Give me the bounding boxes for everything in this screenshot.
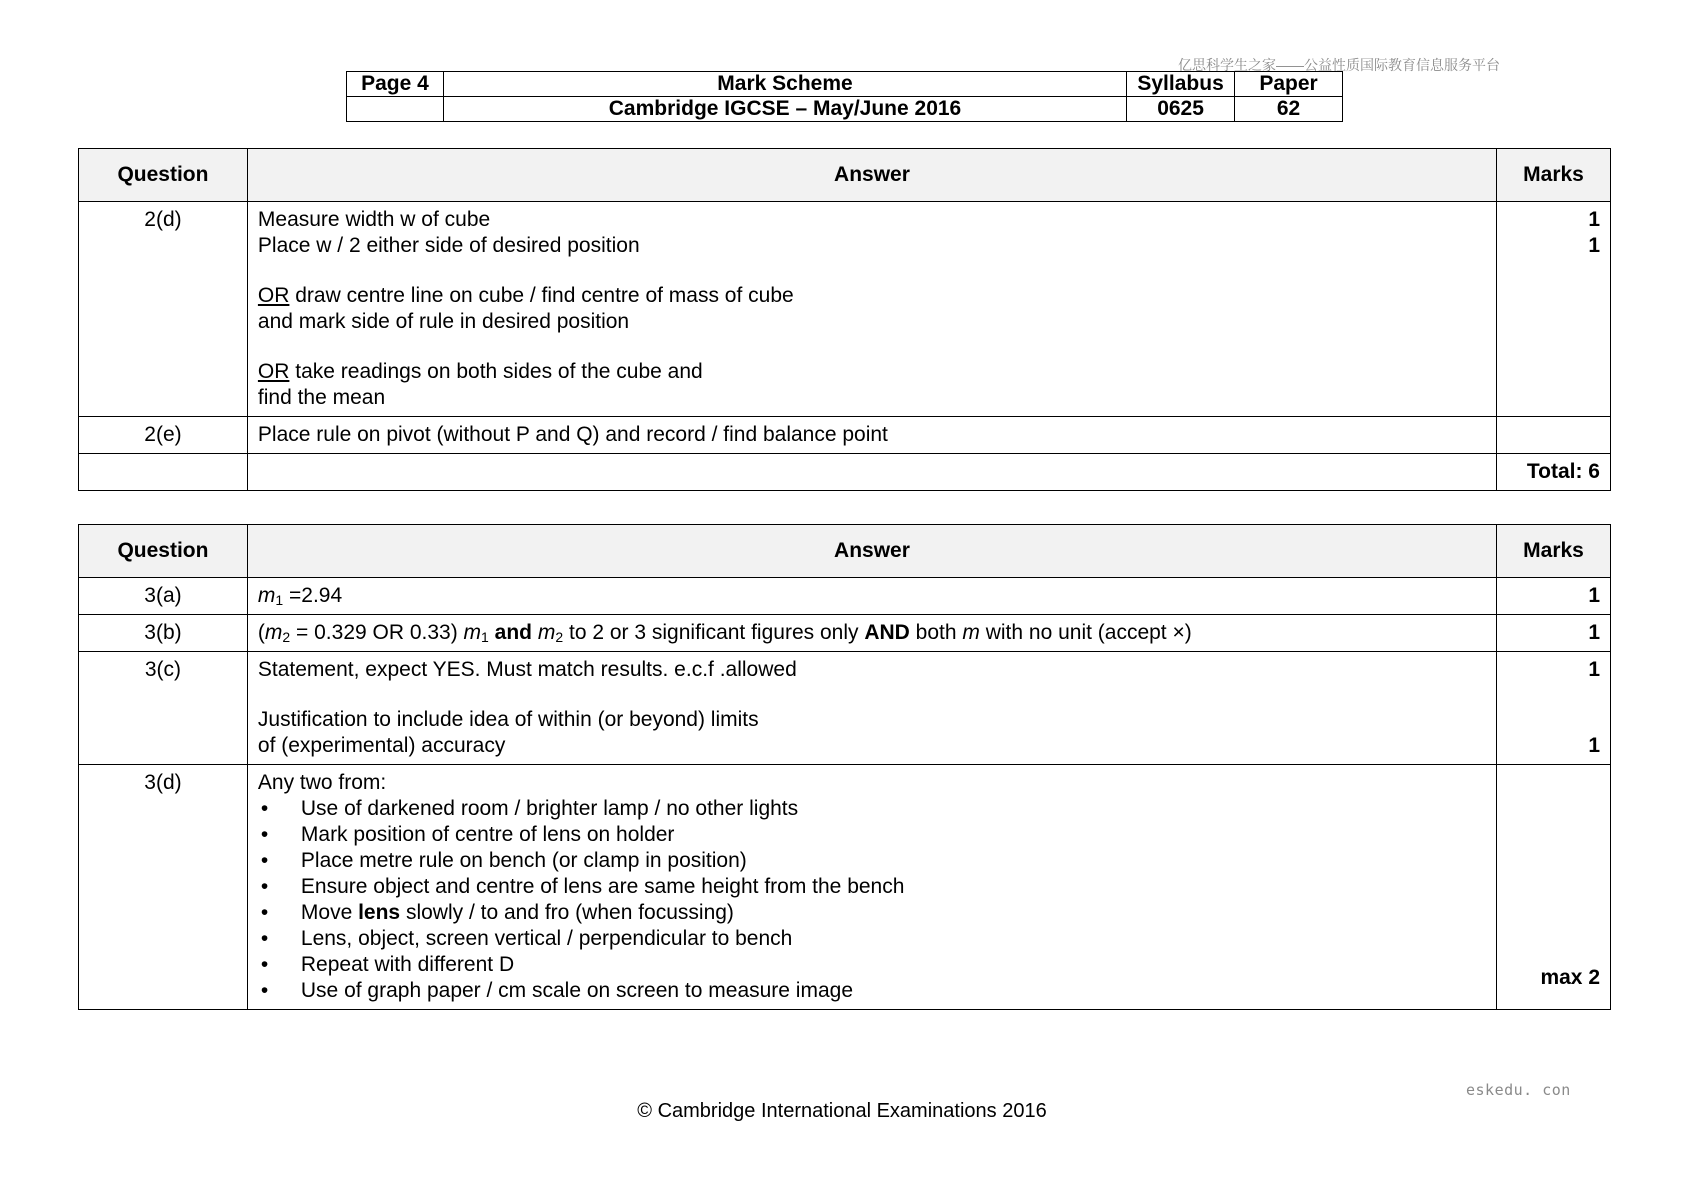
subscript: 1	[275, 592, 284, 608]
table-row	[79, 652, 1611, 765]
question-number: 3(b)	[79, 615, 248, 652]
marks-column-header: Marks	[1497, 149, 1611, 202]
question-number: 3(c)	[79, 652, 248, 765]
answer-cell	[247, 202, 1496, 417]
or-keyword: OR	[257, 360, 290, 383]
answer-line	[258, 359, 1486, 385]
answer-text: take readings on both sides of the cube and	[289, 360, 703, 383]
list-item	[258, 978, 1486, 1004]
document-subtitle: Cambridge IGCSE – May/June 2016	[443, 97, 1126, 122]
answer-column-header: Answer	[247, 149, 1496, 202]
answer-text: =2.94	[283, 584, 343, 607]
subscript: 1	[481, 629, 489, 645]
bullet-list	[258, 796, 1486, 1004]
page-number: Page 4	[347, 72, 444, 97]
question-number: 2(e)	[79, 417, 248, 454]
syllabus-label: Syllabus	[1127, 72, 1235, 97]
answer-text: both	[909, 621, 963, 644]
bullet-icon: •	[260, 849, 269, 872]
list-item-text: slowly / to and fro (when focussing)	[400, 901, 734, 924]
variable-m: m	[264, 621, 283, 644]
question-column-header: Question	[79, 149, 248, 202]
total-marks: Total: 6	[1497, 454, 1611, 491]
header-table	[346, 71, 1343, 122]
list-item-text: Move	[300, 901, 359, 924]
table-row	[79, 765, 1611, 1010]
answer-line: Place w / 2 either side of desired position	[257, 234, 640, 257]
answer-text: (	[257, 621, 265, 644]
bold-and: AND	[864, 621, 910, 644]
table-row	[79, 578, 1611, 615]
answer-text: with no unit (accept ×)	[979, 621, 1192, 644]
table-header-row	[79, 149, 1611, 202]
variable-m: m	[463, 621, 482, 644]
list-item	[258, 848, 1486, 874]
answer-cell: Place rule on pivot (without P and Q) and record / find balance point	[247, 417, 1496, 454]
header-empty-cell	[347, 97, 444, 122]
mark-scheme-table-1	[78, 148, 1611, 491]
or-keyword: OR	[257, 284, 290, 307]
marks-cell: 1	[1497, 578, 1611, 615]
watermark-top: 亿思科学生之家——公益性质国际教育信息服务平台	[1178, 57, 1500, 73]
bullet-icon: •	[260, 953, 269, 976]
bold-and: and	[488, 621, 538, 644]
list-item-text: Repeat with different D	[300, 953, 515, 976]
answer-line: of (experimental) accuracy	[257, 734, 506, 757]
variable-m: m	[962, 621, 980, 644]
table-row	[79, 615, 1611, 652]
answer-cell	[247, 652, 1496, 765]
answer-line: Justification to include idea of within (or beyond) limits	[257, 708, 759, 731]
question-column-header: Question	[79, 525, 248, 578]
bold-lens: lens	[358, 901, 401, 924]
copyright-footer: © Cambridge International Examinations 2016	[637, 1100, 1047, 1122]
watermark-bottom: eskedu. con	[1466, 1081, 1571, 1099]
answer-line: Measure width w of cube	[257, 208, 491, 231]
list-item-text: Lens, object, screen vertical / perpendicular to bench	[300, 927, 793, 950]
total-row	[79, 454, 1611, 491]
answer-cell	[247, 454, 1496, 491]
document-title: Mark Scheme	[443, 72, 1126, 97]
list-item	[258, 822, 1486, 848]
answer-cell	[247, 615, 1496, 652]
list-item	[258, 926, 1486, 952]
answer-text: = 0.329 OR 0.33)	[290, 621, 464, 644]
list-item-text: Ensure object and centre of lens are same height from the bench	[300, 875, 905, 898]
answer-cell	[247, 578, 1496, 615]
list-item	[258, 900, 1486, 926]
bullet-icon: •	[260, 927, 269, 950]
variable-m: m	[537, 621, 556, 644]
mark-scheme-table-2	[78, 524, 1611, 1010]
answer-text: draw centre line on cube / find centre of mass of cube	[289, 284, 794, 307]
question-number	[79, 454, 248, 491]
bullet-icon: •	[260, 901, 269, 924]
mark-value: 1	[1588, 208, 1600, 231]
answer-text: to 2 or 3 significant figures only	[563, 621, 865, 644]
marks-cell	[1497, 202, 1611, 417]
list-item-text: Mark position of centre of lens on holder	[300, 823, 675, 846]
question-number: 2(d)	[79, 202, 248, 417]
answer-line	[258, 283, 1486, 309]
table-row	[79, 417, 1611, 454]
subscript: 2	[282, 629, 291, 645]
bullet-icon: •	[260, 875, 269, 898]
paper-label: Paper	[1235, 72, 1343, 97]
bullet-icon: •	[260, 823, 269, 846]
marks-cell: 1	[1497, 615, 1611, 652]
bullet-icon: •	[260, 797, 269, 820]
bullet-icon: •	[260, 979, 269, 1002]
answer-line: Any two from:	[257, 771, 387, 794]
marks-cell	[1497, 652, 1611, 765]
list-item	[258, 874, 1486, 900]
paper-number: 62	[1235, 97, 1343, 122]
answer-line: find the mean	[257, 386, 386, 409]
answer-line: and mark side of rule in desired position	[257, 310, 630, 333]
marks-cell	[1497, 417, 1611, 454]
answer-cell	[247, 765, 1496, 1010]
mark-value: 1	[1588, 658, 1600, 681]
list-item-text: Use of graph paper / cm scale on screen to measure image	[300, 979, 854, 1002]
list-item	[258, 952, 1486, 978]
table-row	[79, 202, 1611, 417]
mark-value: 1	[1588, 234, 1600, 257]
answer-column-header: Answer	[247, 525, 1496, 578]
question-number: 3(d)	[79, 765, 248, 1010]
list-item-text: Use of darkened room / brighter lamp / no other lights	[300, 797, 799, 820]
answer-line: Statement, expect YES. Must match results. e.c.f .allowed	[257, 658, 797, 681]
mark-value: 1	[1588, 734, 1600, 757]
syllabus-code: 0625	[1127, 97, 1235, 122]
variable-m: m	[257, 584, 276, 607]
list-item	[258, 796, 1486, 822]
table-header-row	[79, 525, 1611, 578]
subscript: 2	[555, 629, 564, 645]
marks-cell: max 2	[1497, 765, 1611, 1010]
list-item-text: Place metre rule on bench (or clamp in position)	[300, 849, 747, 872]
marks-column-header: Marks	[1497, 525, 1611, 578]
question-number: 3(a)	[79, 578, 248, 615]
